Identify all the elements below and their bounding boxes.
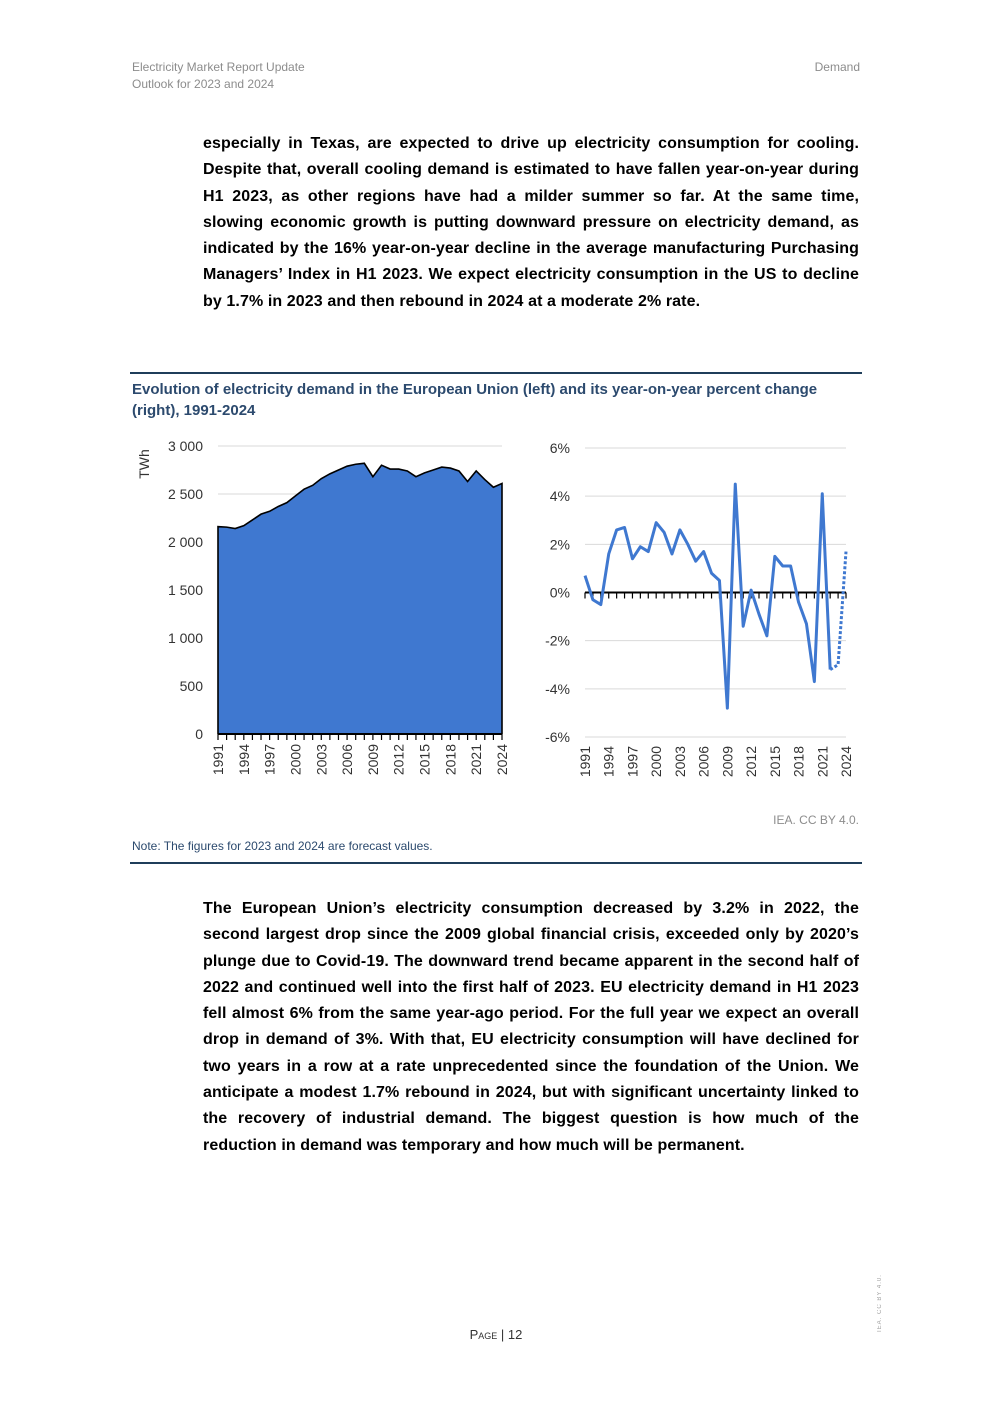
figure-top-rule [130,372,862,374]
page-label: Page [469,1327,498,1342]
paragraph-2-rest: ’s electricity consumption decreased by 3.2% in 2022, the second largest drop since the 2009 global financial crisis, exceeded only by 2020’s plunge due to Covid-19. The downward trend became apparent in the second half of 2022 and continued well into the first half of 2023. EU electricity demand in H1 2023 fell almost 6% from the same year-ago period. For the full year we expect an overall drop in demand of 3%. With that, EU electricity consumption will have declined for two years in a row at a rate unprecedented since the foundation of the Union. We anticipate a modest 1.7% rebound in 2024, but with significant uncertainty linked to the recovery of industrial demand. The biggest question is how much of the reduction in demand was temporary and how much will be permanent. [203,900,859,1154]
demand-area [218,463,502,734]
y-tick-label: 0% [549,584,570,601]
y-tick-label: 4% [549,488,570,505]
y-tick-label: 0 [195,726,203,742]
figure-note: Note: The figures for 2023 and 2024 are forecast values. [132,839,433,853]
eu-demand-area-chart [130,432,515,797]
section-name: Demand [814,60,860,74]
eu-demand-change-line-chart-svg [530,432,860,792]
page-number [0,1327,992,1342]
x-tick-label: 2021 [814,746,831,778]
side-license: IEA. CC BY 4.0. [877,1274,883,1332]
x-tick-label: 2006 [339,744,356,776]
page-separator: | [497,1327,508,1342]
x-tick-label: 1994 [600,746,617,778]
x-tick-label: 2009 [719,746,736,778]
y-tick-label: 500 [179,678,203,694]
x-tick-label: 2009 [364,744,381,776]
y-axis-label: TWh [136,449,152,479]
x-tick-label: 2003 [671,746,688,778]
y-tick-label: 3 000 [167,438,203,454]
x-tick-label: 2012 [743,746,760,778]
x-tick-label: 2018 [442,744,459,776]
x-tick-label: 2021 [468,744,485,776]
y-tick-label: 6% [549,440,570,456]
page-number-value: 12 [507,1327,523,1342]
y-tick-label: -6% [545,729,570,745]
x-tick-label: 2012 [390,744,407,776]
x-tick-label: 2015 [416,744,433,776]
figure-credit: IEA. CC BY 4.0. [773,813,859,827]
paragraph-2-lead: The [203,900,242,917]
x-tick-label: 1994 [235,744,252,776]
report-subtitle: Outlook for 2023 and 2024 [132,77,275,91]
y-tick-label: -4% [545,680,570,697]
x-tick-label: 2024 [838,746,854,778]
y-tick-label: 1 500 [167,582,203,598]
report-title: Electricity Market Report Update [132,60,305,74]
eu-demand-area-chart-svg [130,432,515,792]
figure-bottom-rule [130,862,862,864]
change-line-forecast [830,552,846,670]
figure-title: Evolution of electricity demand in the European Union (left) and its year-on-year percent change (right), 1991-2024 [132,381,818,419]
x-tick-label: 2000 [287,744,304,776]
x-tick-label: 2003 [313,744,330,776]
running-header [132,59,305,93]
y-tick-label: 2% [549,536,570,553]
eu-demand-change-line-chart [530,432,860,797]
x-tick-label: 2018 [790,746,807,778]
y-tick-label: 2 000 [167,534,203,550]
x-tick-label: 1997 [261,744,278,776]
x-tick-label: 1991 [210,744,226,776]
x-tick-label: 2006 [695,746,712,778]
x-tick-label: 2024 [494,744,510,776]
y-tick-label: -2% [545,632,570,649]
y-tick-label: 1 000 [167,630,203,646]
x-tick-label: 2000 [648,746,665,778]
x-tick-label: 1991 [577,746,593,778]
body-paragraph-2 [203,896,859,1159]
paragraph-2-bold: European Union [241,900,373,917]
x-tick-label: 2015 [766,746,783,778]
body-paragraph-1: especially in Texas, are expected to drive up electricity consumption for cooling. Despite that, overall cooling demand is estimated to have fallen year-on-year during H1 2023, as other regions have had a milder summer so far. At the same time, slowing economic growth is putting downward pressure on electricity demand, as indicated by the 16% year-on-year decline in the average manufacturing Purchasing Managers’ Index in H1 2023. We expect electricity consumption in the US to decline by 1.7% in 2023 and then rebound in 2024 at a moderate 2% rate. [203,135,859,310]
y-tick-label: 2 500 [167,486,203,502]
x-tick-label: 1997 [624,746,641,778]
change-line-actual [585,484,830,708]
